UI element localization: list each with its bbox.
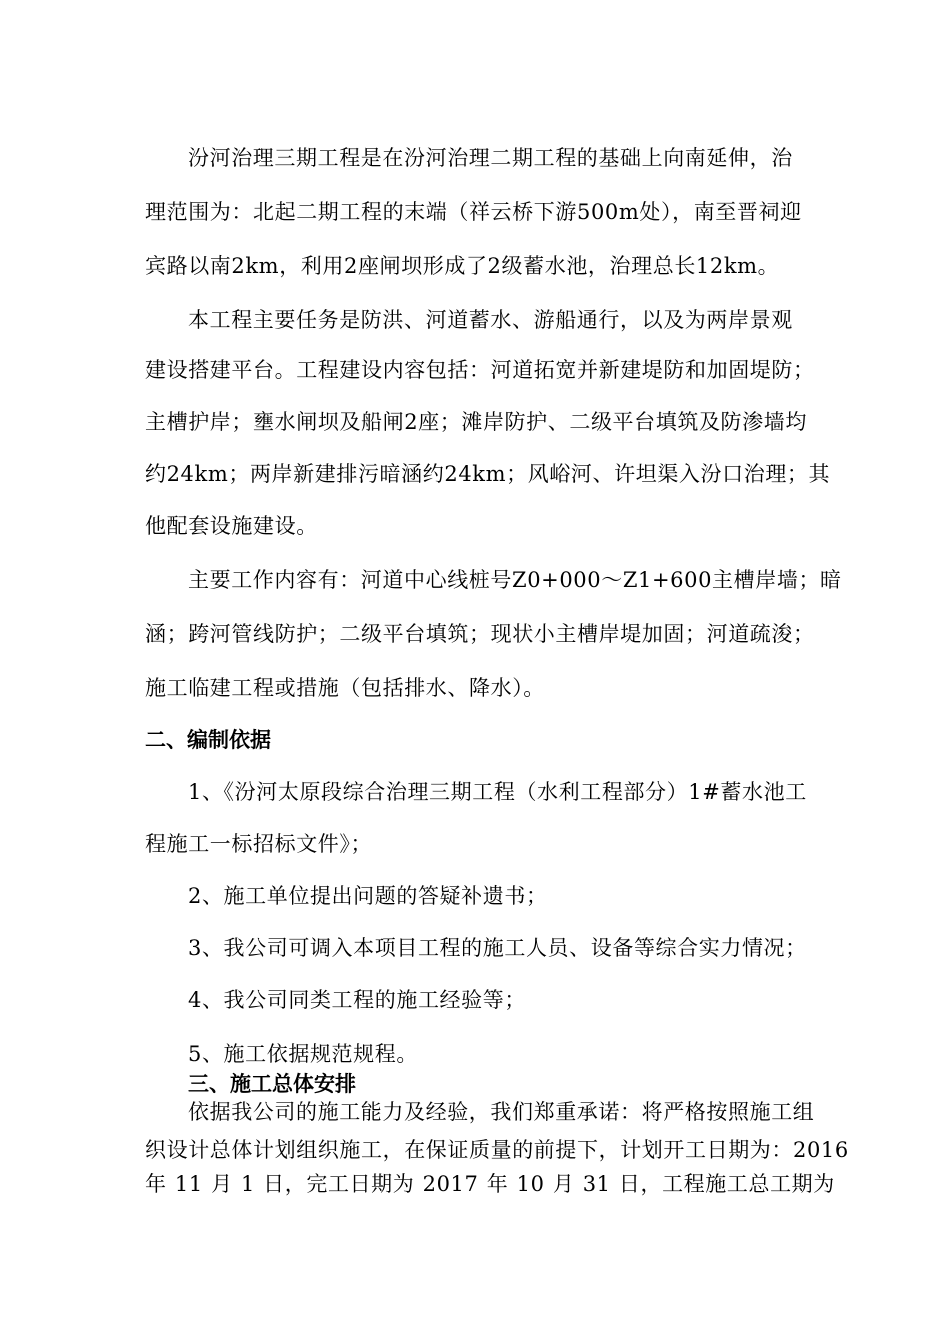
main-tasks-line-2: 建设搭建平台。工程建设内容包括：河道拓宽并新建堤防和加固堤防；: [145, 358, 815, 382]
date-part: 日，工程施工总工期为: [618, 1172, 835, 1196]
project-overview-line-3: 宾路以南2km，利用2座闸坝形成了2级蓄水池，治理总长12km。: [145, 254, 780, 278]
work-content-line-1: 主要工作内容有：河道中心线桩号Z0+000～Z1+600主槽岸墙；暗: [188, 568, 842, 592]
project-overview-line-1: 汾河治理三期工程是在汾河治理二期工程的基础上向南延伸，治: [188, 146, 793, 170]
date-part: 2017: [422, 1172, 479, 1196]
main-tasks-line-3: 主槽护岸；壅水闸坝及船闸2座；滩岸防护、二级平台填筑及防渗墙均: [145, 410, 807, 434]
arrangement-line-2: 织设计总体计划组织施工，在保证质量的前提下，计划开工日期为：2016: [145, 1138, 849, 1162]
date-part: 31: [582, 1172, 611, 1196]
date-part: 11: [174, 1172, 203, 1196]
basis-item-1-line-2: 程施工一标招标文件》；: [145, 832, 373, 856]
date-part: 月: [211, 1172, 233, 1196]
basis-item-4: 4、我公司同类工程的施工经验等；: [188, 988, 526, 1012]
basis-item-1-line-1: 1、《汾河太原段综合治理三期工程（水利工程部分）1#蓄水池工: [188, 780, 807, 804]
section-heading-overall-arrangement: 三、施工总体安排: [188, 1072, 356, 1096]
work-content-line-3: 施工临建工程或措施（包括排水、降水）。: [145, 676, 545, 700]
date-part: 日，完工日期为: [263, 1172, 415, 1196]
date-part: 10: [516, 1172, 545, 1196]
date-part: 年: [486, 1172, 509, 1196]
arrangement-line-3: [145, 1169, 835, 1199]
work-content-line-2: 涵；跨河管线防护；二级平台填筑；现状小主槽岸堤加固；河道疏浚；: [145, 622, 815, 646]
basis-item-3: 3、我公司可调入本项目工程的施工人员、设备等综合实力情况；: [188, 936, 807, 960]
project-overview-line-2: 理范围为：北起二期工程的末端（祥云桥下游500m处），南至晋祠迎: [145, 200, 802, 224]
basis-item-2: 2、施工单位提出问题的答疑补遗书；: [188, 884, 548, 908]
main-tasks-line-4: 约24km；两岸新建排污暗涵约24km；风峪河、许坦渠入汾口治理；其: [145, 462, 831, 486]
date-part: 月: [552, 1172, 575, 1196]
basis-item-5: 5、施工依据规范规程。: [188, 1042, 418, 1066]
arrangement-line-1: 依据我公司的施工能力及经验，我们郑重承诺：将严格按照施工组: [188, 1100, 815, 1124]
section-heading-compilation-basis: 二、编制依据: [145, 728, 271, 752]
date-part: 年: [145, 1172, 167, 1196]
main-tasks-line-5: 他配套设施建设。: [145, 514, 318, 538]
date-part: 1: [240, 1172, 255, 1196]
main-tasks-line-1: 本工程主要任务是防洪、河道蓄水、游船通行，以及为两岸景观: [188, 308, 793, 332]
